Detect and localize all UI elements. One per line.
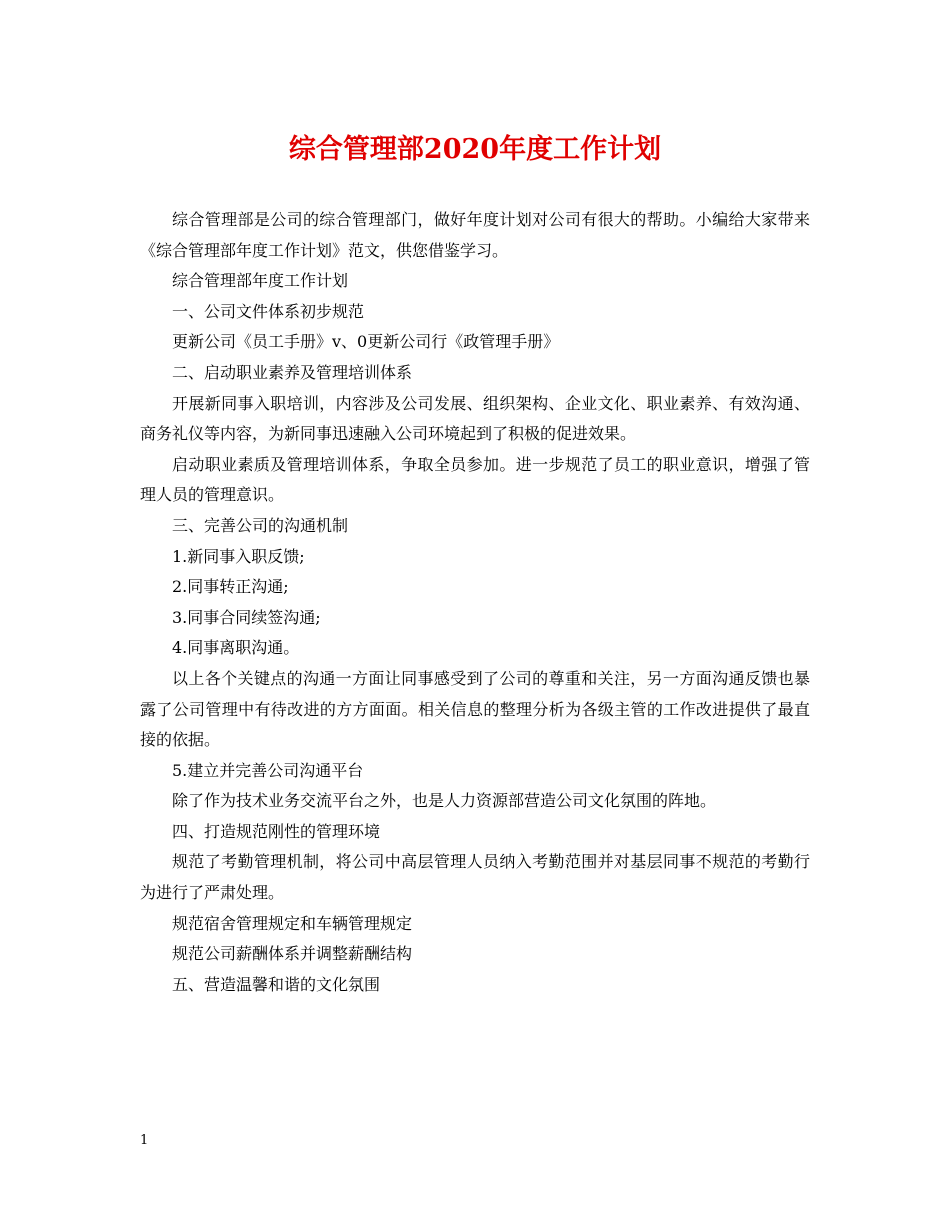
section-heading: 三、完善公司的沟通机制 [172,515,349,535]
section-heading: 二、启动职业素养及管理培训体系 [172,362,413,382]
list-item: 5.建立并完善公司沟通平台 [172,760,364,780]
section-heading: 五、营造温馨和谐的文化氛围 [172,974,381,994]
paragraph: 开展新同事入职培训，内容涉及公司发展、组织架构、企业文化、职业素养、有效沟通、商务礼仪等内容，为新同事迅速融入公司环境起到了积极的促进效果。 [140,393,810,444]
list-item: 4.同事离职沟通。 [172,638,300,658]
document-body [140,205,810,1000]
list-item: 1.新同事入职反馈; [172,546,305,566]
paragraph: 规范了考勤管理机制，将公司中高层管理人员纳入考勤范围并对基层同事不规范的考勤行为进行了严肃处理。 [140,852,810,903]
list-item: 2.同事转正沟通; [172,577,289,597]
paragraph: 启动职业素质及管理培训体系，争取全员参加。进一步规范了员工的职业意识，增强了管理人员的管理意识。 [140,454,810,505]
paragraph: 以上各个关键点的沟通一方面让同事感受到了公司的尊重和关注，另一方面沟通反馈也暴露了公司管理中有待改进的方方面面。相关信息的整理分析为各级主管的工作改进提供了最直接的依据。 [140,668,810,750]
section-heading: 四、打造规范刚性的管理环境 [172,821,381,841]
paragraph: 除了作为技术业务交流平台之外，也是人力资源部营造公司文化氛围的阵地。 [172,791,717,811]
paragraph: 综合管理部年度工作计划 [172,271,349,291]
section-heading: 一、公司文件体系初步规范 [172,301,365,321]
paragraph: 规范公司薪酬体系并调整薪酬结构 [172,944,413,964]
page-number: 1 [140,1133,149,1148]
paragraph: 规范宿舍管理规定和车辆管理规定 [172,913,413,933]
document-title: 综合管理部2020年度工作计划 [288,134,662,165]
paragraph: 更新公司《员工手册》v、0更新公司行《政管理手册》 [172,332,560,352]
paragraph: 综合管理部是公司的综合管理部门，做好年度计划对公司有很大的帮助。小编给大家带来《综合管理部年度工作计划》范文，供您借鉴学习。 [140,210,810,260]
list-item: 3.同事合同续签沟通; [172,607,321,627]
